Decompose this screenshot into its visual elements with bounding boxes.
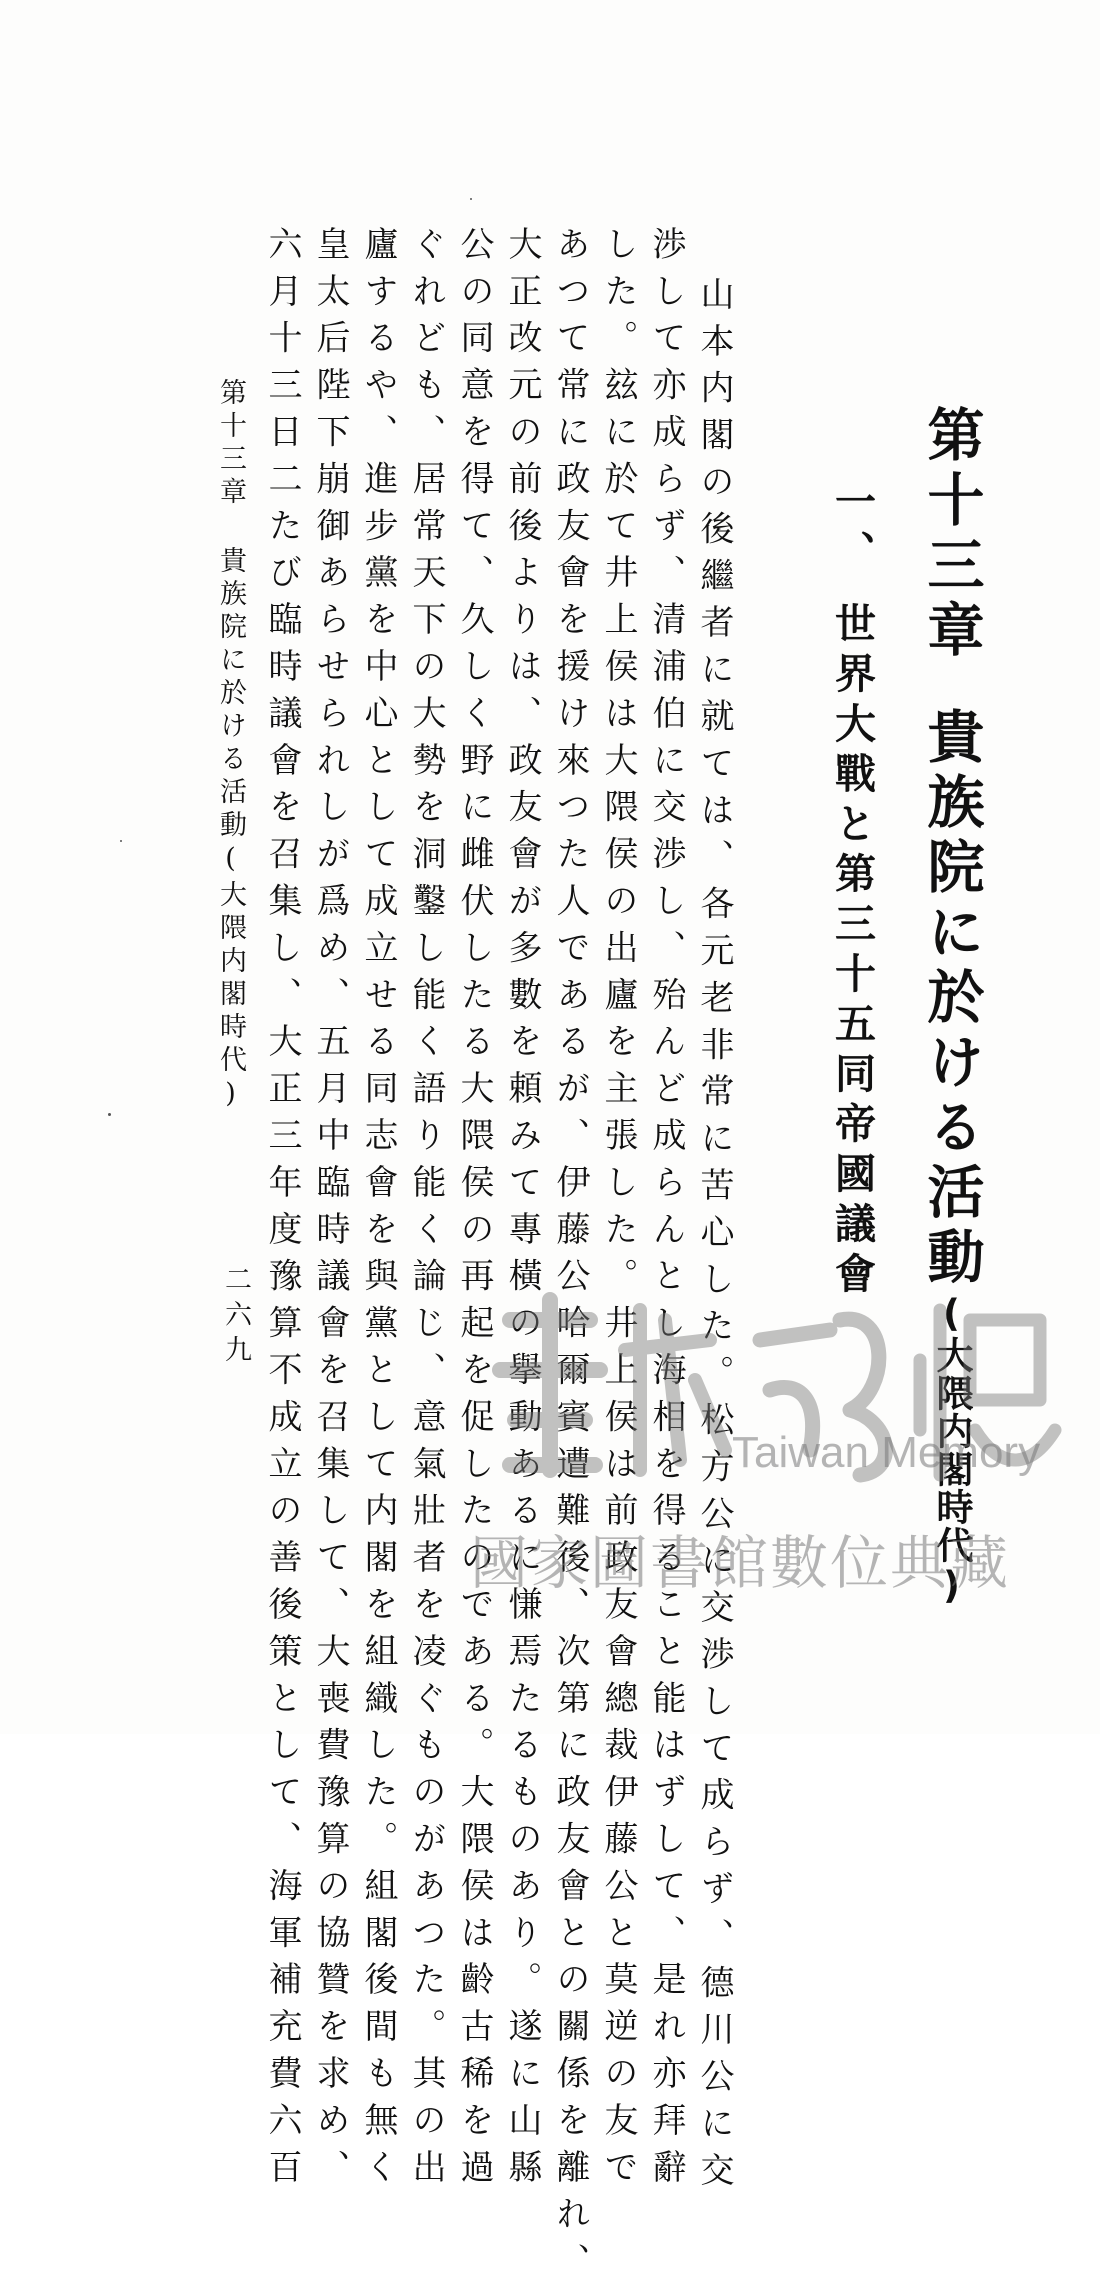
scan-speck — [108, 1113, 111, 1116]
body-line: 渉して亦成らず、清浦伯に交渉し、殆んど成らんとし海相を得ること能はずして、是れ亦拜辭 — [646, 226, 686, 2196]
section-heading — [828, 480, 876, 1302]
watermark-english: Taiwan Memory — [732, 1428, 1041, 1477]
body-line: 山本内閣の後繼者に就ては、各元老非常に苦心した。松方公に交渉して成らず、德川公に交 — [694, 276, 734, 2199]
chapter-title — [918, 405, 984, 1608]
chapter-number: 第十三章 — [918, 405, 984, 665]
section-title-text: 世界大戰と第三十五同帝國議會 — [828, 602, 876, 1302]
body-line: 廬するや、進步黨を中心として成立せる同志會を與黨として内閣を組織した。組閣後間も無く — [358, 226, 398, 2196]
scan-speck — [470, 198, 472, 200]
body-line: 公の同意を得て、久しく野に雌伏したる大隈侯の再起を促したのである。大隈侯は齡古稀を過 — [454, 226, 494, 2196]
body-line: ぐれども、居常天下の大勢を洞鑿し能く語り能く論じ、意氣壯者を凌ぐものがあつた。其の出 — [406, 226, 446, 2196]
watermark-chinese: 國家圖書館數位典藏 — [470, 1529, 1011, 1597]
chapter-heading: 貴族院に於ける活動 — [918, 707, 984, 1292]
body-line: あつて常に政友會を援け來つた人であるが、伊藤公哈爾賓遭難後、次第に政友會との關係を離れ、 — [550, 226, 590, 2290]
running-head-title: 貴族院に於ける活動(大隈内閣時代) — [215, 546, 246, 1115]
scan-speck — [120, 840, 122, 842]
body-line: 皇太后陛下崩御あらせられしが爲め、五月中臨時議會を召集して、大喪費豫算の協贊を求め、 — [310, 226, 350, 2196]
running-head — [217, 378, 244, 1115]
body-line: した。玆に於て井上侯は大隈侯の出廬を主張した。井上侯は前政友會總裁伊藤公と莫逆の友で — [598, 226, 638, 2196]
body-line: 大正改元の前後よりは、政友會が多數を頼みて專橫の擧動あるに慊焉たるものあり。遂に山縣 — [502, 226, 542, 2196]
page-number: 二六九 — [220, 1265, 251, 1370]
section-number: 一、 — [828, 480, 876, 580]
chapter-subheading: (大隈内閣時代) — [930, 1292, 973, 1608]
body-line: 六月十三日二たび臨時議會を召集し、大正三年度豫算不成立の善後策として、海軍補充費六百 — [262, 226, 302, 2196]
running-head-chapter: 第十三章 — [215, 378, 246, 510]
